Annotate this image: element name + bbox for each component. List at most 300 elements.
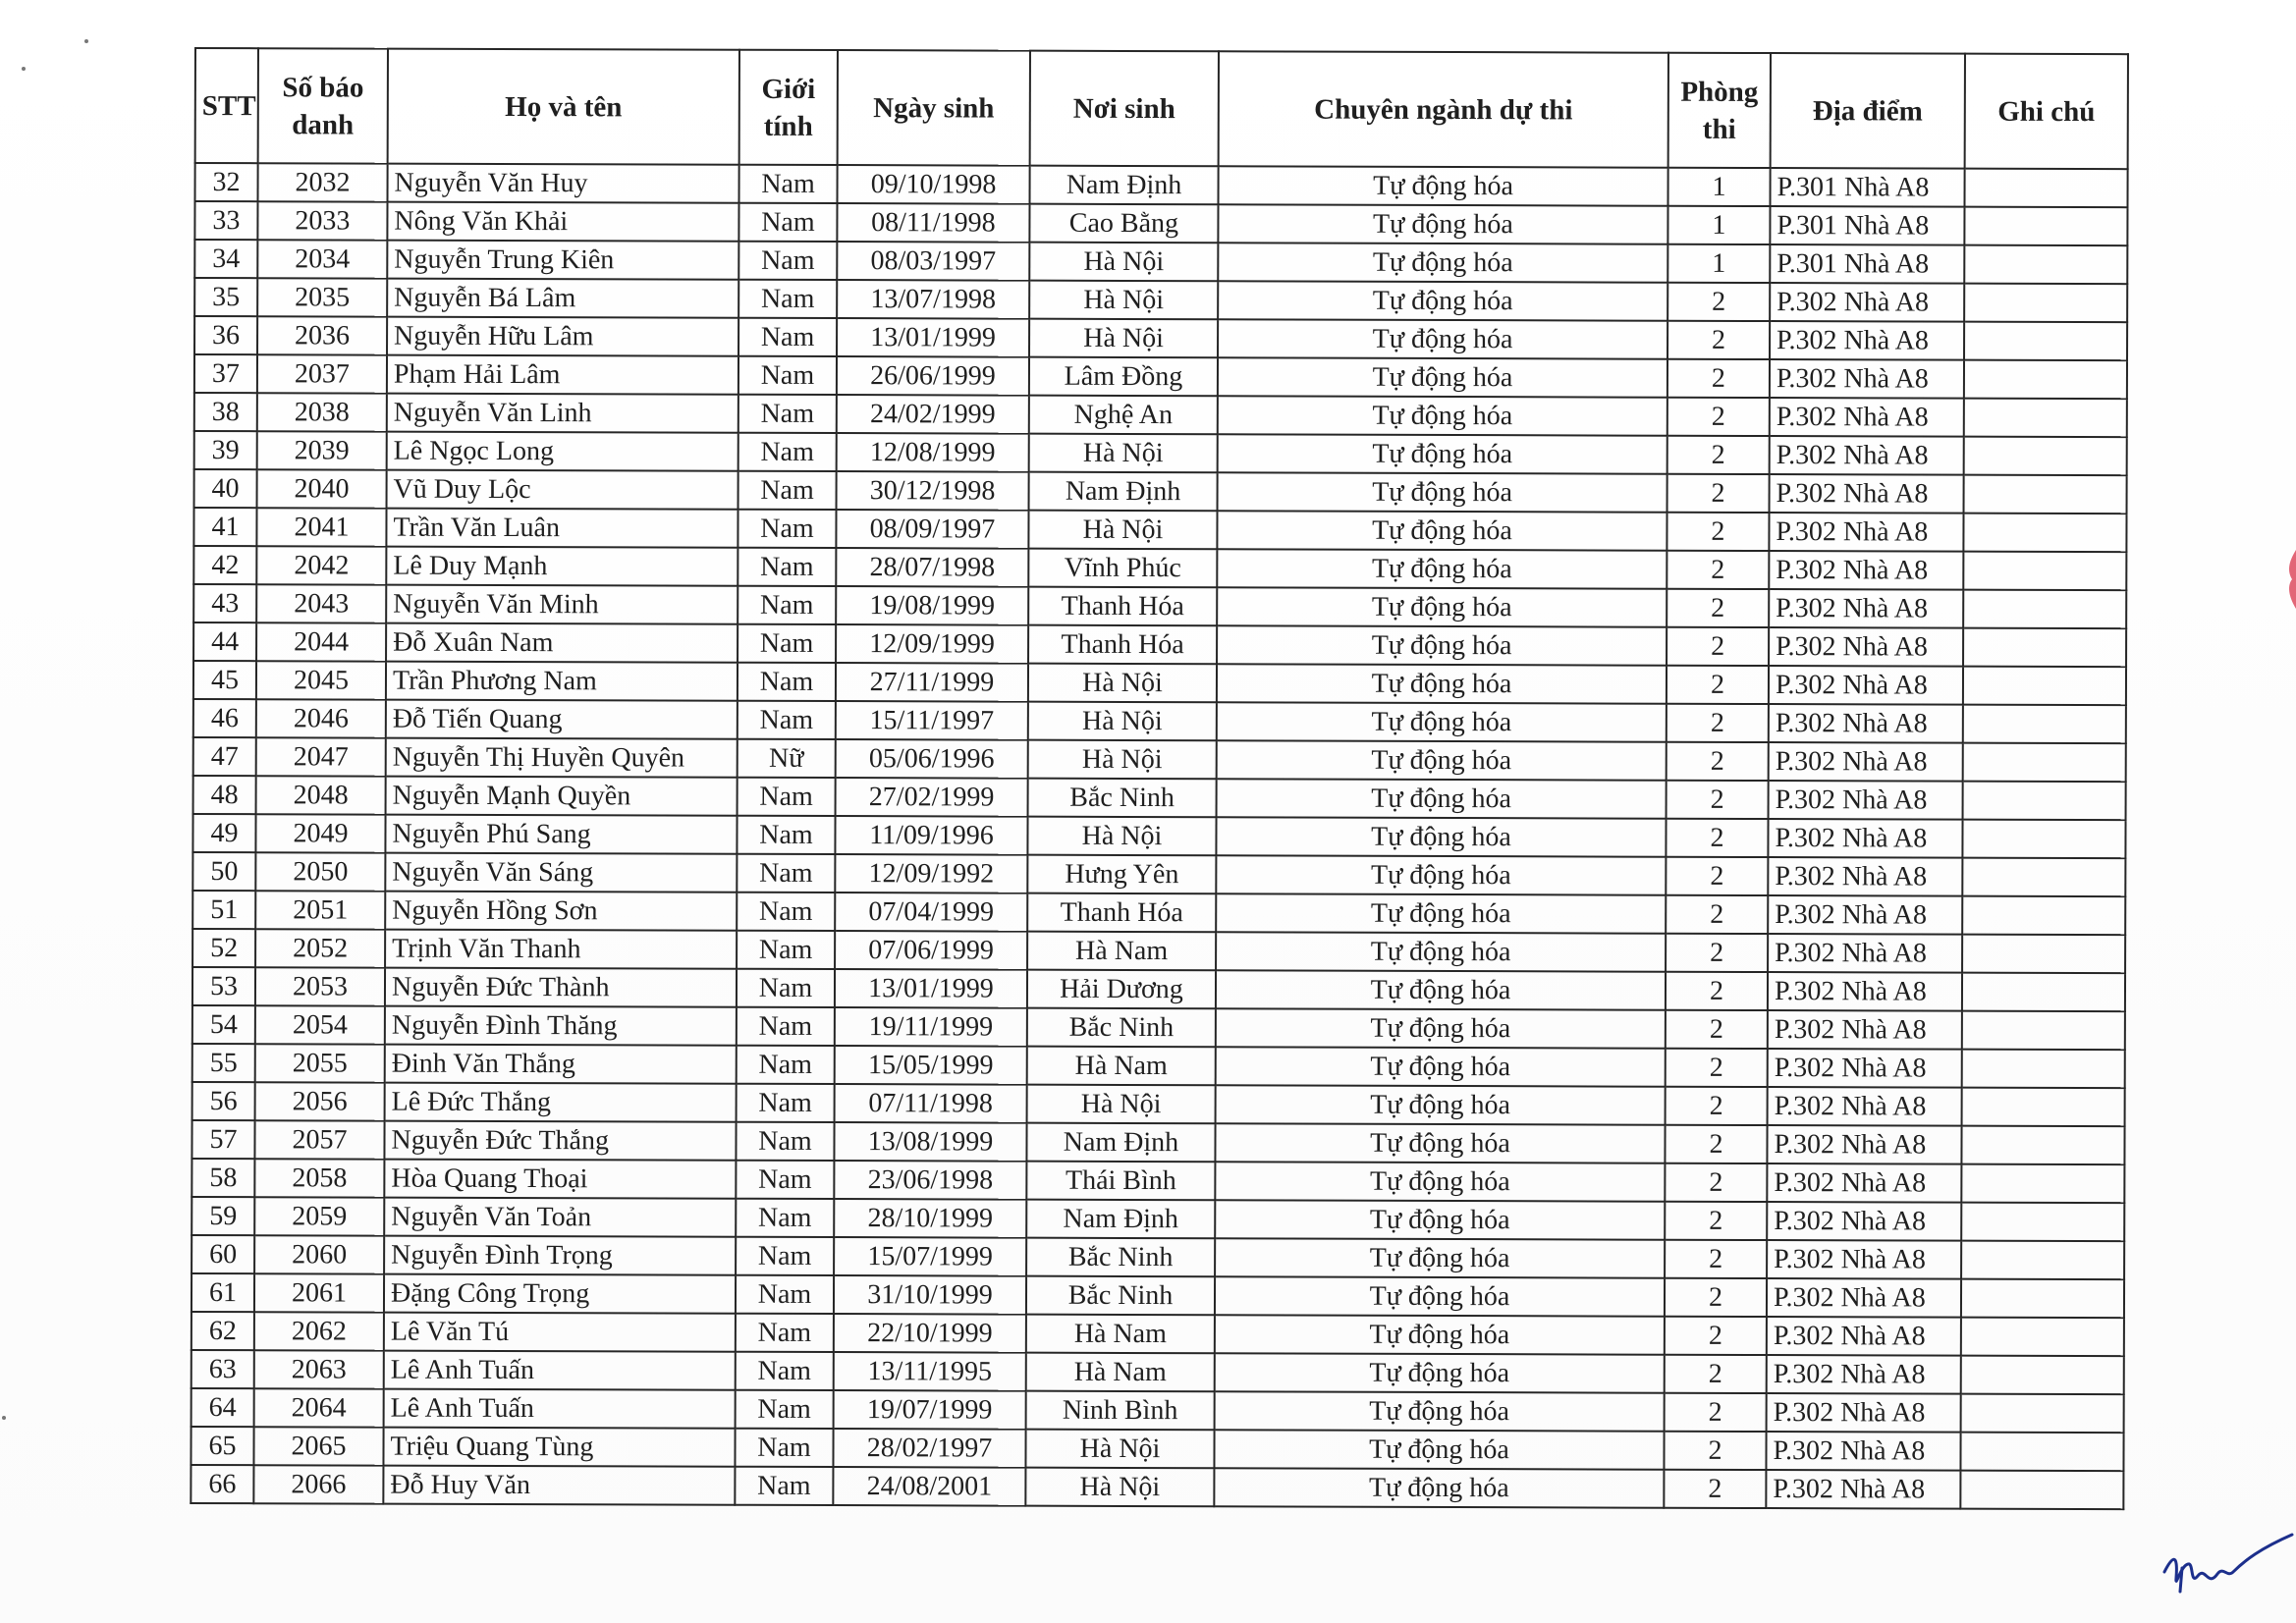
- cell-exam-room: 2: [1665, 1240, 1767, 1278]
- header-gender: Giới tính: [739, 50, 838, 165]
- cell-location: P.302 Nhà A8: [1766, 1432, 1960, 1471]
- cell-full-name: Lê Anh Tuấn: [384, 1389, 736, 1429]
- cell-gender: Nam: [736, 1275, 834, 1314]
- scan-speck: [2, 1416, 6, 1420]
- cell-major: Tự động hóa: [1215, 1353, 1665, 1392]
- cell-location: P.302 Nhà A8: [1768, 972, 1962, 1011]
- cell-birth-date: 13/08/1999: [834, 1122, 1026, 1162]
- cell-location: P.302 Nhà A8: [1768, 895, 1962, 935]
- cell-full-name: Nguyễn Trung Kiên: [387, 241, 738, 280]
- cell-birth-date: 24/08/2001: [833, 1467, 1025, 1506]
- cell-location: P.301 Nhà A8: [1770, 168, 1964, 207]
- cell-exam-room: 2: [1665, 1278, 1767, 1317]
- cell-exam-room: 2: [1667, 398, 1770, 436]
- cell-notes: [1961, 1164, 2124, 1204]
- cell-location: P.302 Nhà A8: [1768, 934, 1962, 973]
- cell-birth-date: 08/09/1997: [836, 510, 1028, 549]
- cell-stt: 58: [191, 1159, 254, 1197]
- cell-stt: 52: [192, 929, 255, 967]
- cell-birth-date: 19/07/1999: [834, 1390, 1026, 1430]
- cell-candidate-number: 2066: [253, 1465, 383, 1503]
- table-row: [191, 1120, 2124, 1164]
- cell-stt: 63: [191, 1350, 254, 1388]
- cell-birth-date: 28/07/1998: [836, 548, 1028, 587]
- cell-birth-date: 09/10/1998: [838, 165, 1030, 204]
- cell-birth-place: Hà Nội: [1028, 740, 1217, 780]
- cell-birth-place: Vĩnh Phúc: [1028, 549, 1217, 588]
- cell-notes: [1962, 935, 2125, 974]
- table-row: [191, 1159, 2124, 1203]
- cell-birth-place: Hà Nội: [1029, 281, 1218, 320]
- cell-major: Tự động hóa: [1214, 1430, 1664, 1469]
- cell-gender: Nam: [738, 318, 837, 356]
- cell-exam-room: 2: [1666, 895, 1768, 934]
- cell-gender: Nam: [736, 1352, 834, 1390]
- cell-candidate-number: 2052: [255, 929, 385, 967]
- cell-full-name: Nông Văn Khải: [387, 202, 738, 242]
- cell-full-name: Nguyễn Văn Sáng: [385, 853, 737, 893]
- cell-candidate-number: 2060: [254, 1235, 384, 1273]
- cell-stt: 62: [191, 1312, 254, 1350]
- cell-notes: [1963, 743, 2126, 783]
- cell-location: P.302 Nhà A8: [1769, 627, 1963, 667]
- cell-birth-place: Thanh Hóa: [1028, 587, 1217, 626]
- cell-full-name: Nguyễn Thị Huyền Quyên: [386, 738, 738, 778]
- cell-major: Tự động hóa: [1217, 664, 1667, 703]
- cell-birth-date: 19/11/1999: [835, 1007, 1027, 1047]
- table-row: [191, 1235, 2124, 1279]
- cell-full-name: Đỗ Tiến Quang: [386, 700, 738, 739]
- cell-major: Tự động hóa: [1216, 1008, 1666, 1048]
- cell-birth-place: Hưng Yên: [1027, 855, 1216, 894]
- cell-birth-place: Hải Dương: [1027, 970, 1216, 1009]
- cell-major: Tự động hóa: [1216, 1047, 1666, 1086]
- cell-birth-date: 22/10/1999: [834, 1314, 1026, 1353]
- cell-candidate-number: 2062: [254, 1312, 384, 1350]
- table-row: [191, 1197, 2124, 1241]
- cell-notes: [1962, 1050, 2125, 1089]
- cell-exam-room: 2: [1667, 704, 1769, 742]
- cell-birth-place: Thái Bình: [1026, 1162, 1215, 1201]
- cell-exam-room: 2: [1667, 627, 1769, 666]
- cell-exam-room: 2: [1667, 474, 1770, 513]
- scan-speck: [84, 39, 88, 43]
- cell-location: P.302 Nhà A8: [1767, 1240, 1961, 1279]
- table-row: [194, 316, 2127, 360]
- cell-stt: 64: [191, 1388, 254, 1427]
- cell-major: Tự động hóa: [1218, 434, 1667, 473]
- cell-birth-date: 26/06/1999: [837, 356, 1029, 396]
- cell-gender: Nam: [738, 203, 837, 242]
- cell-full-name: Đỗ Xuân Nam: [386, 623, 738, 663]
- cell-location: P.302 Nhà A8: [1766, 1470, 1960, 1509]
- table-row: [191, 1273, 2124, 1318]
- cell-gender: Nam: [736, 1161, 834, 1199]
- table-row: [192, 852, 2125, 896]
- cell-birth-place: Hà Nam: [1027, 1047, 1216, 1086]
- cell-birth-date: 28/10/1999: [834, 1199, 1026, 1238]
- cell-exam-room: 2: [1667, 359, 1770, 398]
- cell-birth-place: Bắc Ninh: [1026, 1238, 1215, 1277]
- cell-exam-room: 2: [1666, 972, 1768, 1010]
- cell-major: Tự động hóa: [1218, 281, 1667, 320]
- cell-major: Tự động hóa: [1217, 702, 1667, 741]
- cell-exam-room: 2: [1667, 513, 1769, 551]
- header-stt: STT: [195, 48, 258, 163]
- cell-birth-date: 24/02/1999: [837, 395, 1029, 434]
- table-row: [191, 1465, 2123, 1509]
- cell-gender: Nam: [737, 816, 835, 854]
- cell-candidate-number: 2058: [254, 1159, 384, 1197]
- cell-birth-date: 08/11/1998: [837, 203, 1029, 243]
- cell-location: P.302 Nhà A8: [1770, 474, 1964, 514]
- cell-candidate-number: 2036: [257, 316, 387, 354]
- cell-birth-date: 13/11/1995: [834, 1352, 1026, 1391]
- cell-candidate-number: 2056: [255, 1082, 385, 1120]
- cell-gender: Nam: [736, 1122, 834, 1161]
- cell-gender: Nam: [738, 433, 837, 471]
- cell-stt: 34: [194, 240, 257, 278]
- cell-candidate-number: 2050: [255, 852, 385, 891]
- cell-exam-room: 2: [1667, 283, 1770, 321]
- cell-notes: [1964, 475, 2127, 514]
- table-row: [191, 1350, 2124, 1394]
- header-birth-place: Nơi sinh: [1030, 51, 1219, 167]
- cell-birth-date: 23/06/1998: [834, 1161, 1026, 1200]
- cell-candidate-number: 2042: [256, 546, 386, 584]
- cell-birth-place: Bắc Ninh: [1026, 1276, 1215, 1316]
- cell-location: P.302 Nhà A8: [1770, 321, 1964, 360]
- cell-notes: [1960, 1471, 2123, 1510]
- cell-candidate-number: 2044: [256, 622, 386, 661]
- cell-candidate-number: 2048: [256, 776, 386, 814]
- table-row: [194, 431, 2127, 475]
- cell-notes: [1964, 399, 2127, 438]
- cell-candidate-number: 2046: [256, 699, 386, 737]
- cell-location: P.302 Nhà A8: [1769, 551, 1963, 590]
- header-location: Địa điểm: [1771, 53, 1965, 169]
- table-row: [193, 622, 2126, 667]
- cell-birth-date: 15/05/1999: [835, 1046, 1027, 1085]
- cell-birth-place: Nam Định: [1029, 472, 1218, 512]
- cell-full-name: Nguyễn Đức Thành: [385, 968, 737, 1007]
- cell-major: Tự động hóa: [1215, 1123, 1665, 1163]
- cell-major: Tự động hóa: [1215, 1238, 1665, 1277]
- cell-stt: 56: [192, 1082, 255, 1120]
- cell-gender: Nam: [736, 1390, 834, 1429]
- cell-stt: 36: [194, 316, 257, 354]
- cell-exam-room: 2: [1667, 781, 1769, 819]
- cell-gender: Nam: [738, 548, 836, 586]
- cell-location: P.301 Nhà A8: [1770, 244, 1964, 284]
- cell-full-name: Nguyễn Văn Toản: [384, 1198, 736, 1237]
- cell-candidate-number: 2063: [254, 1350, 384, 1388]
- cell-location: P.302 Nhà A8: [1767, 1163, 1961, 1203]
- cell-major: Tự động hóa: [1215, 1391, 1665, 1431]
- cell-birth-place: Hà Nội: [1028, 702, 1217, 741]
- table-row: [194, 393, 2127, 437]
- cell-location: P.302 Nhà A8: [1769, 742, 1963, 782]
- cell-notes: [1963, 628, 2126, 668]
- cell-candidate-number: 2034: [257, 240, 387, 278]
- cell-gender: Nam: [737, 854, 835, 893]
- cell-location: P.302 Nhà A8: [1769, 704, 1963, 743]
- cell-gender: Nam: [737, 1046, 835, 1084]
- cell-gender: Nam: [737, 893, 835, 931]
- cell-full-name: Nguyễn Đình Thăng: [385, 1006, 737, 1046]
- cell-birth-place: Thanh Hóa: [1027, 893, 1216, 933]
- cell-stt: 45: [193, 661, 256, 699]
- cell-gender: Nam: [736, 1199, 834, 1237]
- cell-major: Tự động hóa: [1217, 779, 1667, 818]
- cell-birth-date: 07/06/1999: [835, 931, 1027, 970]
- cell-candidate-number: 2051: [255, 891, 385, 929]
- cell-notes: [1963, 667, 2126, 706]
- header-row: [195, 48, 2128, 169]
- cell-full-name: Nguyễn Đình Trọng: [384, 1236, 736, 1275]
- cell-exam-room: 1: [1667, 206, 1770, 244]
- cell-location: P.302 Nhà A8: [1769, 589, 1963, 628]
- cell-candidate-number: 2040: [257, 469, 387, 508]
- cell-location: P.302 Nhà A8: [1767, 1125, 1961, 1164]
- cell-stt: 47: [193, 737, 256, 776]
- cell-full-name: Lê Văn Tú: [384, 1313, 736, 1352]
- table-row: [191, 1312, 2124, 1356]
- cell-notes: [1962, 820, 2125, 859]
- cell-major: Tự động hóa: [1218, 204, 1667, 243]
- cell-birth-place: Hà Nội: [1029, 319, 1218, 358]
- cell-notes: [1962, 896, 2125, 936]
- cell-birth-place: Hà Nội: [1029, 243, 1218, 282]
- signature-icon: [2159, 1527, 2296, 1615]
- cell-location: P.302 Nhà A8: [1769, 513, 1963, 552]
- cell-birth-place: Hà Nội: [1028, 511, 1217, 550]
- cell-birth-date: 12/09/1999: [836, 624, 1028, 664]
- cell-notes: [1961, 1279, 2124, 1319]
- cell-exam-room: 2: [1666, 1010, 1768, 1049]
- cell-birth-date: 31/10/1999: [834, 1275, 1026, 1315]
- cell-candidate-number: 2055: [255, 1044, 385, 1082]
- cell-major: Tự động hóa: [1216, 855, 1666, 894]
- cell-full-name: Lê Anh Tuấn: [384, 1351, 736, 1390]
- cell-gender: Nam: [738, 663, 836, 701]
- cell-full-name: Nguyễn Văn Linh: [387, 394, 738, 433]
- cell-exam-room: 2: [1665, 1355, 1767, 1393]
- cell-notes: [1961, 1318, 2124, 1357]
- cell-major: Tự động hóa: [1216, 1085, 1666, 1124]
- cell-stt: 65: [191, 1427, 253, 1465]
- table-header: [195, 48, 2128, 169]
- cell-major: Tự động hóa: [1217, 549, 1667, 588]
- cell-major: Tự động hóa: [1216, 893, 1666, 933]
- cell-gender: Nam: [738, 471, 837, 510]
- cell-gender: Nam: [738, 242, 837, 280]
- cell-birth-place: Nghệ An: [1029, 396, 1218, 435]
- cell-stt: 48: [193, 776, 256, 814]
- cell-birth-place: Nam Định: [1026, 1123, 1215, 1163]
- cell-stt: 50: [192, 852, 255, 891]
- cell-gender: Nam: [737, 931, 835, 969]
- cell-full-name: Nguyễn Đức Thắng: [384, 1121, 736, 1161]
- cell-stt: 40: [194, 469, 257, 508]
- cell-gender: Nam: [738, 280, 837, 318]
- cell-location: P.302 Nhà A8: [1768, 819, 1962, 858]
- cell-birth-date: 30/12/1998: [837, 471, 1029, 511]
- cell-birth-date: 15/07/1999: [834, 1237, 1026, 1276]
- cell-birth-date: 27/02/1999: [836, 778, 1028, 817]
- cell-exam-room: 2: [1667, 551, 1769, 589]
- cell-full-name: Đinh Văn Thắng: [385, 1045, 737, 1084]
- cell-location: P.302 Nhà A8: [1767, 1317, 1961, 1356]
- cell-exam-room: 2: [1666, 1087, 1768, 1125]
- cell-gender: Nam: [735, 1429, 833, 1467]
- table-row: [192, 1005, 2125, 1050]
- table-row: [193, 737, 2126, 782]
- cell-birth-date: 19/08/1999: [836, 586, 1028, 625]
- cell-birth-place: Hà Nam: [1027, 932, 1216, 971]
- cell-notes: [1963, 705, 2126, 744]
- cell-gender: Nam: [738, 395, 837, 433]
- cell-location: P.302 Nhà A8: [1768, 1087, 1962, 1126]
- cell-candidate-number: 2041: [256, 508, 386, 546]
- table-row: [193, 661, 2126, 705]
- cell-candidate-number: 2045: [256, 661, 386, 699]
- cell-candidate-number: 2057: [254, 1120, 384, 1159]
- header-notes: Ghi chú: [1965, 54, 2128, 170]
- cell-stt: 53: [192, 967, 255, 1005]
- cell-stt: 39: [194, 431, 257, 469]
- cell-candidate-number: 2047: [256, 737, 386, 776]
- cell-exam-room: 2: [1667, 436, 1770, 474]
- cell-birth-place: Thanh Hóa: [1028, 625, 1217, 665]
- cell-birth-place: Cao Bằng: [1029, 204, 1218, 243]
- cell-major: Tự động hóa: [1216, 932, 1666, 971]
- cell-major: Tự động hóa: [1215, 1162, 1665, 1201]
- cell-location: P.302 Nhà A8: [1768, 857, 1962, 896]
- cell-notes: [1964, 284, 2127, 323]
- header-birth-date: Ngày sinh: [838, 50, 1030, 166]
- cell-gender: Nam: [736, 1314, 834, 1352]
- cell-notes: [1961, 1203, 2124, 1242]
- cell-birth-date: 12/09/1992: [835, 854, 1027, 893]
- cell-birth-date: 07/11/1998: [835, 1084, 1027, 1123]
- cell-exam-room: 2: [1666, 819, 1768, 857]
- cell-birth-place: Hà Nội: [1025, 1430, 1214, 1469]
- table-row: [192, 891, 2125, 935]
- cell-notes: [1961, 1394, 2124, 1434]
- cell-location: P.302 Nhà A8: [1767, 1393, 1961, 1433]
- cell-stt: 42: [193, 546, 256, 584]
- cell-full-name: Phạm Hải Lâm: [387, 355, 738, 395]
- cell-exam-room: 2: [1666, 934, 1768, 972]
- table-row: [192, 967, 2125, 1011]
- cell-gender: Nam: [738, 586, 836, 624]
- cell-full-name: Nguyễn Văn Minh: [386, 585, 738, 624]
- cell-birth-place: Hà Nội: [1029, 434, 1218, 473]
- cell-full-name: Hòa Quang Thoại: [384, 1160, 736, 1199]
- cell-exam-room: 1: [1667, 168, 1770, 206]
- cell-location: P.301 Nhà A8: [1770, 206, 1964, 245]
- cell-major: Tự động hóa: [1217, 511, 1667, 550]
- cell-gender: Nam: [738, 624, 836, 663]
- table-row: [192, 814, 2125, 858]
- cell-full-name: Đặng Công Trọng: [384, 1274, 736, 1314]
- table-row: [192, 929, 2125, 973]
- cell-birth-place: Hà Nội: [1025, 1468, 1214, 1507]
- cell-stt: 61: [191, 1273, 254, 1312]
- cell-candidate-number: 2065: [253, 1427, 383, 1465]
- cell-full-name: Nguyễn Bá Lâm: [387, 279, 738, 318]
- cell-birth-date: 08/03/1997: [837, 242, 1029, 281]
- table-row: [194, 201, 2127, 245]
- cell-exam-room: 2: [1665, 1317, 1767, 1355]
- cell-birth-place: Ninh Bình: [1026, 1391, 1215, 1431]
- cell-gender: Nam: [736, 1237, 834, 1275]
- cell-notes: [1964, 322, 2127, 361]
- cell-birth-date: 13/07/1998: [837, 280, 1029, 319]
- cell-stt: 49: [192, 814, 255, 852]
- cell-stt: 43: [193, 584, 256, 622]
- cell-location: P.302 Nhà A8: [1770, 283, 1964, 322]
- table-row: [193, 584, 2126, 628]
- cell-stt: 38: [194, 393, 257, 431]
- cell-notes: [1963, 514, 2126, 553]
- cell-full-name: Nguyễn Hữu Lâm: [387, 317, 738, 356]
- cell-gender: Nam: [735, 1467, 833, 1505]
- cell-gender: Nam: [738, 356, 837, 395]
- cell-major: Tự động hóa: [1218, 396, 1667, 435]
- table-row: [195, 163, 2128, 207]
- cell-exam-room: 2: [1665, 1202, 1767, 1240]
- cell-birth-date: 13/01/1999: [835, 969, 1027, 1008]
- cell-birth-date: 27/11/1999: [836, 663, 1028, 702]
- cell-notes: [1964, 437, 2127, 476]
- candidate-roster-table: [190, 47, 2129, 1510]
- cell-major: Tự động hóa: [1217, 740, 1667, 780]
- cell-full-name: Nguyễn Mạnh Quyền: [386, 777, 738, 816]
- cell-birth-place: Nam Định: [1026, 1200, 1215, 1239]
- cell-exam-room: 1: [1667, 244, 1770, 283]
- cell-major: Tự động hóa: [1215, 1200, 1665, 1239]
- cell-full-name: Lê Ngọc Long: [387, 432, 738, 471]
- cell-major: Tự động hóa: [1217, 587, 1667, 626]
- cell-notes: [1963, 552, 2126, 591]
- cell-full-name: Lê Duy Mạnh: [386, 547, 738, 586]
- cell-candidate-number: 2061: [254, 1273, 384, 1312]
- cell-location: P.302 Nhà A8: [1767, 1355, 1961, 1394]
- cell-full-name: Nguyễn Văn Huy: [388, 164, 739, 203]
- cell-birth-place: Bắc Ninh: [1027, 1008, 1216, 1048]
- red-stamp-edge-icon: [2280, 550, 2296, 609]
- cell-birth-date: 07/04/1999: [835, 893, 1027, 932]
- cell-notes: [1963, 590, 2126, 629]
- cell-exam-room: 2: [1667, 321, 1770, 359]
- cell-exam-room: 2: [1667, 666, 1769, 704]
- cell-gender: Nam: [738, 510, 836, 548]
- cell-full-name: Nguyễn Hồng Sơn: [385, 892, 737, 931]
- cell-candidate-number: 2049: [255, 814, 385, 852]
- cell-birth-place: Hà Nội: [1028, 664, 1217, 703]
- table-row: [191, 1388, 2124, 1433]
- cell-birth-place: Nam Định: [1030, 166, 1219, 205]
- cell-gender: Nam: [738, 701, 836, 739]
- cell-birth-date: 12/08/1999: [837, 433, 1029, 472]
- cell-candidate-number: 2038: [257, 393, 387, 431]
- cell-stt: 57: [191, 1120, 254, 1159]
- cell-birth-date: 05/06/1996: [836, 739, 1028, 779]
- cell-full-name: Lê Đức Thắng: [385, 1083, 737, 1122]
- table-row: [194, 469, 2127, 514]
